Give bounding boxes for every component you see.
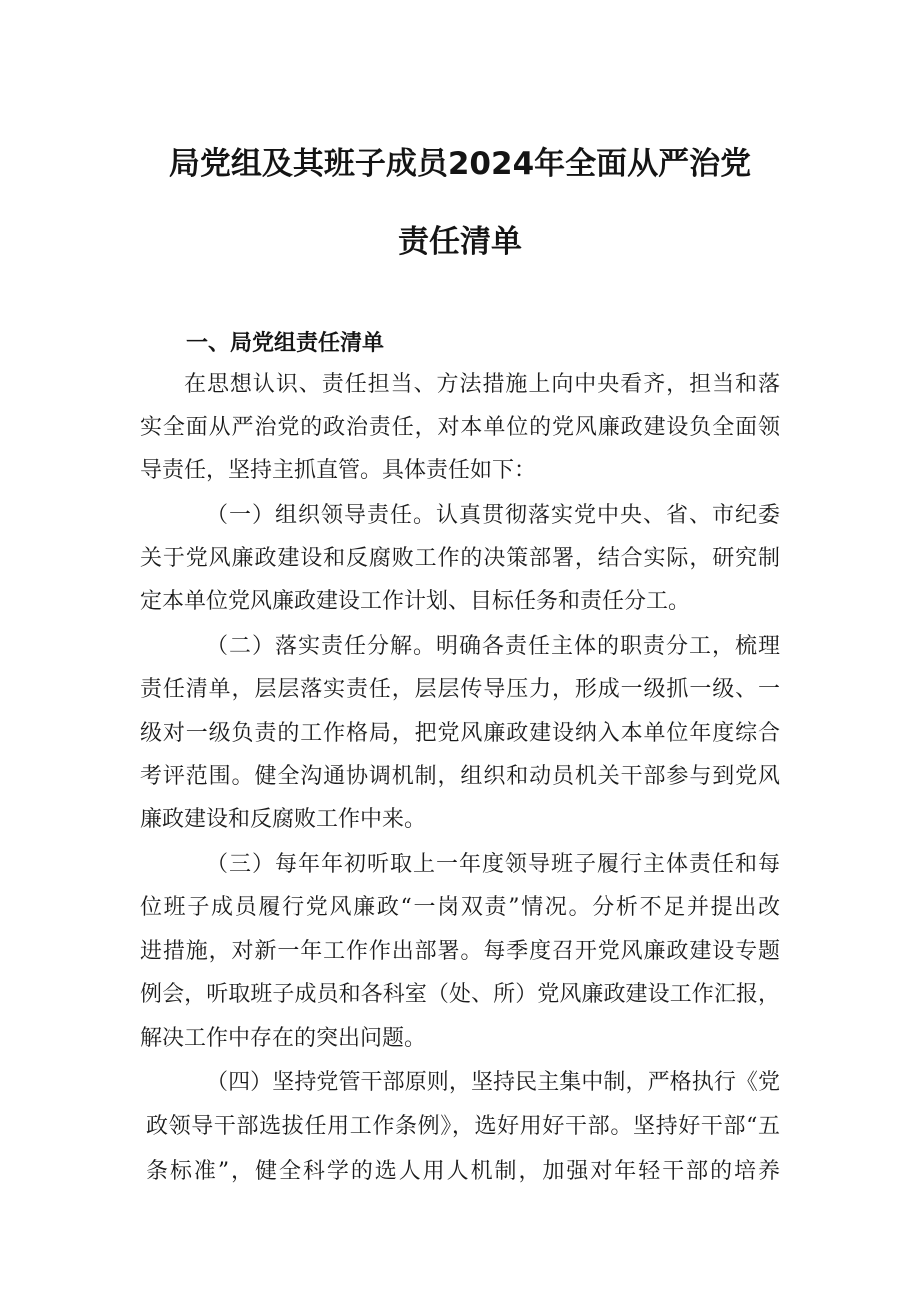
- paragraph-line: 进措施，对新一年工作作出部署。每季度召开党风廉政建设专题: [140, 939, 780, 964]
- paragraph-line: （二）落实责任分解。明确各责任主体的职责分工，梳理: [206, 634, 780, 659]
- paragraph-line: 廉政建设和反腐败工作中来。: [140, 807, 427, 832]
- paragraph-line: （一）组织领导责任。认真贯彻落实党中央、省、市纪委: [206, 503, 780, 528]
- paragraph-line: 解决工作中存在的突出问题。: [140, 1026, 427, 1051]
- paragraph-line: 考评范围。健全沟通协调机制，组织和动员机关干部参与到党风: [140, 764, 780, 789]
- paragraph-line: （三）每年年初听取上一年度领导班子履行主体责任和每: [206, 852, 780, 877]
- paragraph-line: 在思想认识、责任担当、方法措施上向中央看齐，担当和落: [184, 372, 780, 397]
- paragraph-line: （四）坚持党管干部原则，坚持民主集中制，严格执行《党: [206, 1070, 780, 1095]
- paragraph-line: 例会，听取班子成员和各科室（处、所）党风廉政建设工作汇报，: [140, 982, 780, 1007]
- document-title-line-1: 局党组及其班子成员2024年全面从严治党: [168, 146, 752, 182]
- paragraph-line: 导责任，坚持主抓直管。具体责任如下：: [140, 458, 537, 483]
- paragraph-line: 责任清单，层层落实责任，层层传导压力，形成一级抓一级、一: [140, 677, 780, 702]
- paragraph-line: 关于党风廉政建设和反腐败工作的决策部署，结合实际，研究制: [140, 546, 780, 571]
- section-heading: 一、局党组责任清单: [186, 331, 385, 356]
- paragraph-line: 位班子成员履行党风廉政“一岗双责”情况。分析不足并提出改: [140, 895, 780, 920]
- document-title-line-2: 责任清单: [398, 224, 522, 260]
- paragraph-line: 条标准”，健全科学的选人用人机制，加强对年轻干部的培养: [146, 1159, 780, 1184]
- paragraph-line: 级对一级负责的工作格局，把党风廉政建设纳入本单位年度综合: [140, 721, 780, 746]
- paragraph-line: 定本单位党风廉政建设工作计划、目标任务和责任分工。: [140, 589, 691, 614]
- paragraph-line: 实全面从严治党的政治责任，对本单位的党风廉政建设负全面领: [140, 415, 780, 440]
- paragraph-line: 政领导干部选拔任用工作条例》，选好用好干部。坚持好干部“五: [146, 1114, 780, 1139]
